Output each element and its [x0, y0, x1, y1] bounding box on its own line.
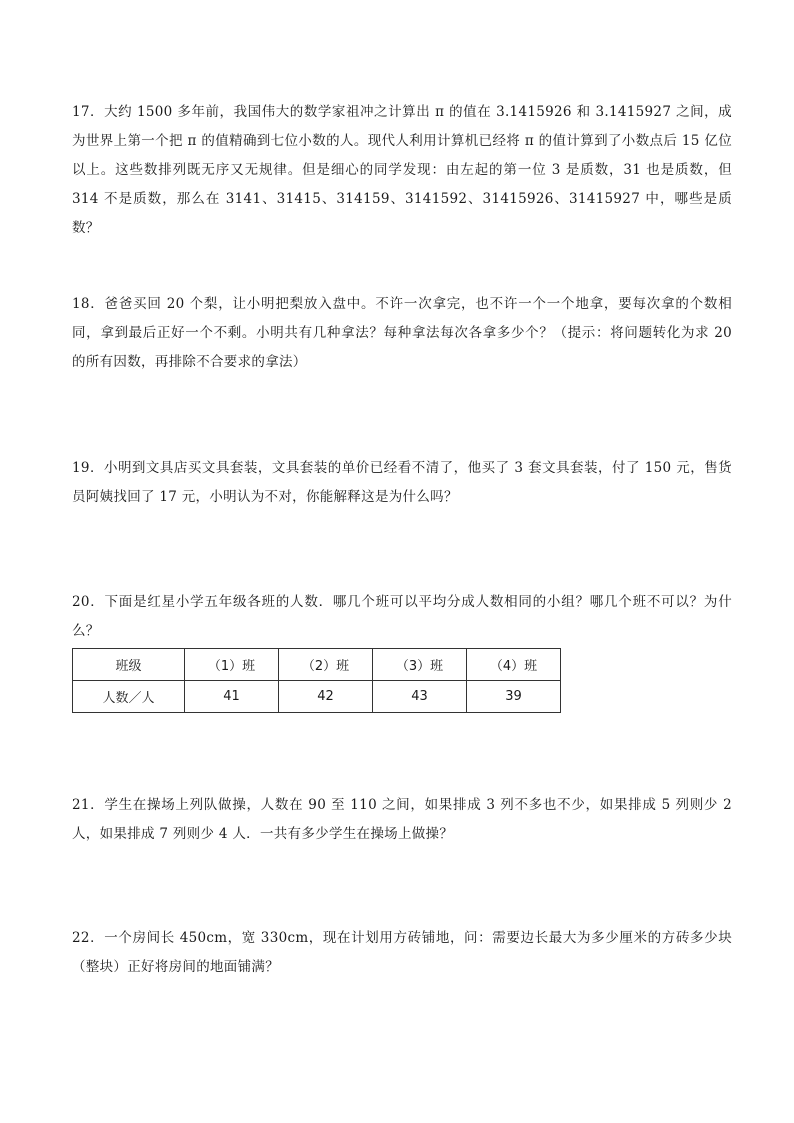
question-17 — [72, 98, 732, 243]
question-21-text: 21．学生在操场上列队做操，人数在 90 至 110 之间，如果排成 3 列不多也不少，如果排成 5 列则少 2 人，如果排成 7 列则少 4 人．一共有多少学生在操场上做操？ — [72, 797, 732, 842]
question-22 — [72, 924, 732, 982]
table-cell: （3）班 — [373, 649, 467, 681]
table-cell: 43 — [373, 681, 467, 713]
question-22-text: 22．一个房间长 450cm，宽 330cm，现在计划用方砖铺地，问：需要边长最大为多少厘米的方砖多少块（整块）正好将房间的地面铺满？ — [72, 930, 732, 975]
table-cell: 42 — [279, 681, 373, 713]
question-19 — [72, 454, 732, 512]
question-17-text: 17．大约 1500 多年前，我国伟大的数学家祖冲之计算出 π 的值在 3.1415926 和 3.1415927 之间，成为世界上第一个把 π 的值精确到七位小数的人。现代人利用计算机已经将 π 的值计算到了小数点后 15 亿位以上。这些数排列既无序又无规律。但是细心的同学发现：由左起的第一位 3 是质数，31 也是质数，但 314 不是质数，那么在 3141、31415、314159、3141592、31415926、31415927 中，哪些是质数？ — [72, 104, 732, 236]
question-18 — [72, 290, 732, 377]
table-cell: （2）班 — [279, 649, 373, 681]
table-cell: （1）班 — [185, 649, 279, 681]
table-cell: 41 — [185, 681, 279, 713]
table-cell: （4）班 — [467, 649, 561, 681]
table-cell: 人数／人 — [73, 681, 185, 713]
table-header-row — [73, 649, 561, 681]
table-cell: 班级 — [73, 649, 185, 681]
question-20-text: 20．下面是红星小学五年级各班的人数．哪几个班可以平均分成人数相同的小组？哪几个班不可以？为什么？ — [72, 594, 732, 639]
table-row — [73, 681, 561, 713]
question-19-text: 19．小明到文具店买文具套装，文具套装的单价已经看不清了，他买了 3 套文具套装，付了 150 元，售货员阿姨找回了 17 元，小明认为不对，你能解释这是为什么吗？ — [72, 460, 732, 505]
question-18-text: 18．爸爸买回 20 个梨，让小明把梨放入盘中。不许一次拿完，也不许一个一个地拿，要每次拿的个数相同，拿到最后正好一个不剩。小明共有几种拿法？每种拿法每次各拿多少个？（提示：将问题转化为求 20 的所有因数，再排除不合要求的拿法） — [72, 296, 732, 370]
question-21 — [72, 791, 732, 849]
question-20 — [72, 588, 732, 646]
class-size-table — [72, 648, 561, 713]
table-cell: 39 — [467, 681, 561, 713]
